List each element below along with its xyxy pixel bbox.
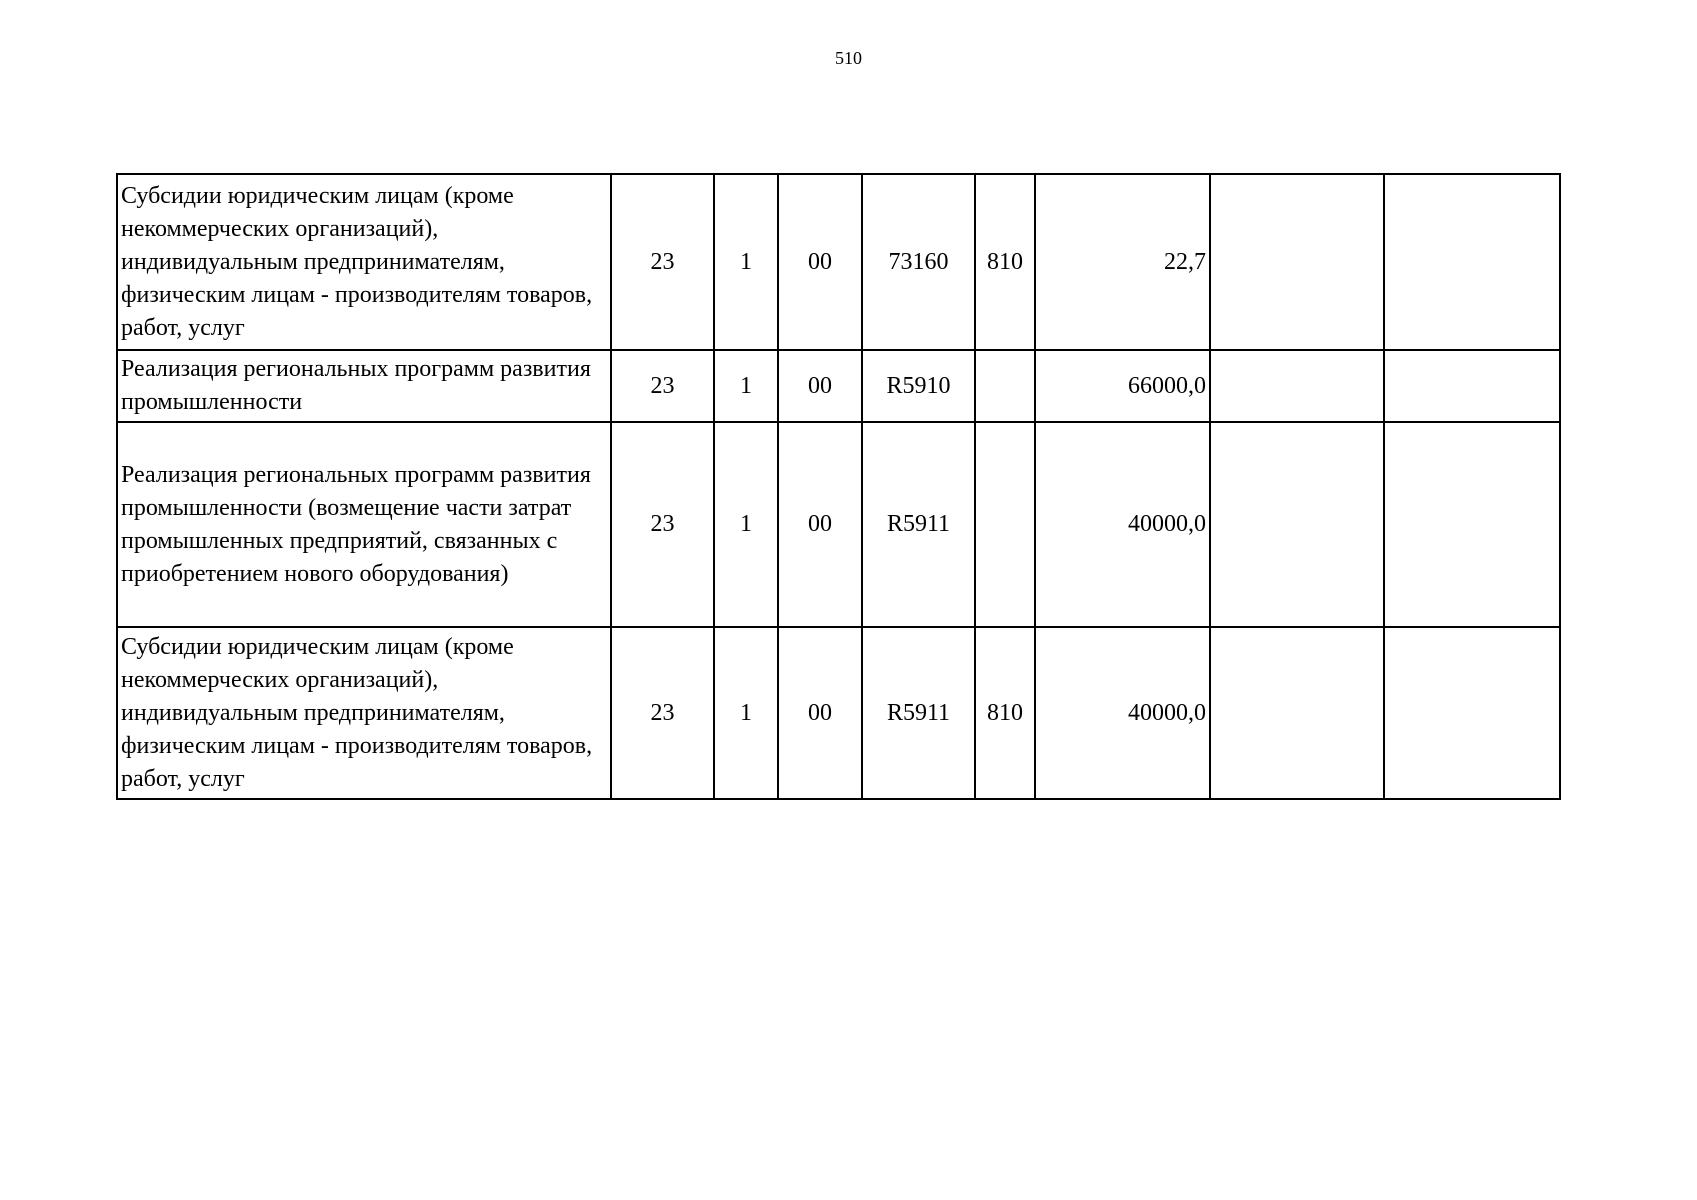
table-row <box>117 627 1560 799</box>
group-cell: 00 <box>778 350 862 422</box>
expense-kind-cell <box>975 350 1035 422</box>
row-name-cell: Реализация региональных программ развития промышленности <box>117 350 611 422</box>
empty-cell <box>1210 627 1384 799</box>
expense-kind-cell: 810 <box>975 627 1035 799</box>
empty-cell <box>1384 422 1560 627</box>
table-row <box>117 174 1560 350</box>
amount-cell: 40000,0 <box>1035 422 1210 627</box>
subprogram-cell: 1 <box>714 350 778 422</box>
group-cell: 00 <box>778 422 862 627</box>
chapter-cell: 23 <box>611 627 714 799</box>
table-row <box>117 350 1560 422</box>
group-cell: 00 <box>778 627 862 799</box>
budget-table <box>116 173 1561 800</box>
row-name-cell: Реализация региональных программ развития промышленности (возмещение части затрат промышленных предприятий, связанных с приобретением нового оборудования) <box>117 422 611 627</box>
chapter-cell: 23 <box>611 174 714 350</box>
expense-kind-cell <box>975 422 1035 627</box>
chapter-cell: 23 <box>611 350 714 422</box>
amount-cell: 40000,0 <box>1035 627 1210 799</box>
empty-cell <box>1210 350 1384 422</box>
expense-kind-cell: 810 <box>975 174 1035 350</box>
row-name-cell: Субсидии юридическим лицам (кроме некоммерческих организаций), индивидуальным предпринимателям, физическим лицам - производителям товаров, работ, услуг <box>117 627 611 799</box>
subprogram-cell: 1 <box>714 422 778 627</box>
empty-cell <box>1210 422 1384 627</box>
subprogram-cell: 1 <box>714 627 778 799</box>
amount-cell: 66000,0 <box>1035 350 1210 422</box>
code-cell: R5910 <box>862 350 975 422</box>
empty-cell <box>1210 174 1384 350</box>
code-cell: R5911 <box>862 627 975 799</box>
row-name-cell: Субсидии юридическим лицам (кроме некоммерческих организаций), индивидуальным предпринимателям, физическим лицам - производителям товаров, работ, услуг <box>117 174 611 350</box>
subprogram-cell: 1 <box>714 174 778 350</box>
code-cell: R5911 <box>862 422 975 627</box>
empty-cell <box>1384 174 1560 350</box>
group-cell: 00 <box>778 174 862 350</box>
table-row <box>117 422 1560 627</box>
amount-cell: 22,7 <box>1035 174 1210 350</box>
page-number: 510 <box>835 48 862 68</box>
code-cell: 73160 <box>862 174 975 350</box>
empty-cell <box>1384 350 1560 422</box>
chapter-cell: 23 <box>611 422 714 627</box>
empty-cell <box>1384 627 1560 799</box>
